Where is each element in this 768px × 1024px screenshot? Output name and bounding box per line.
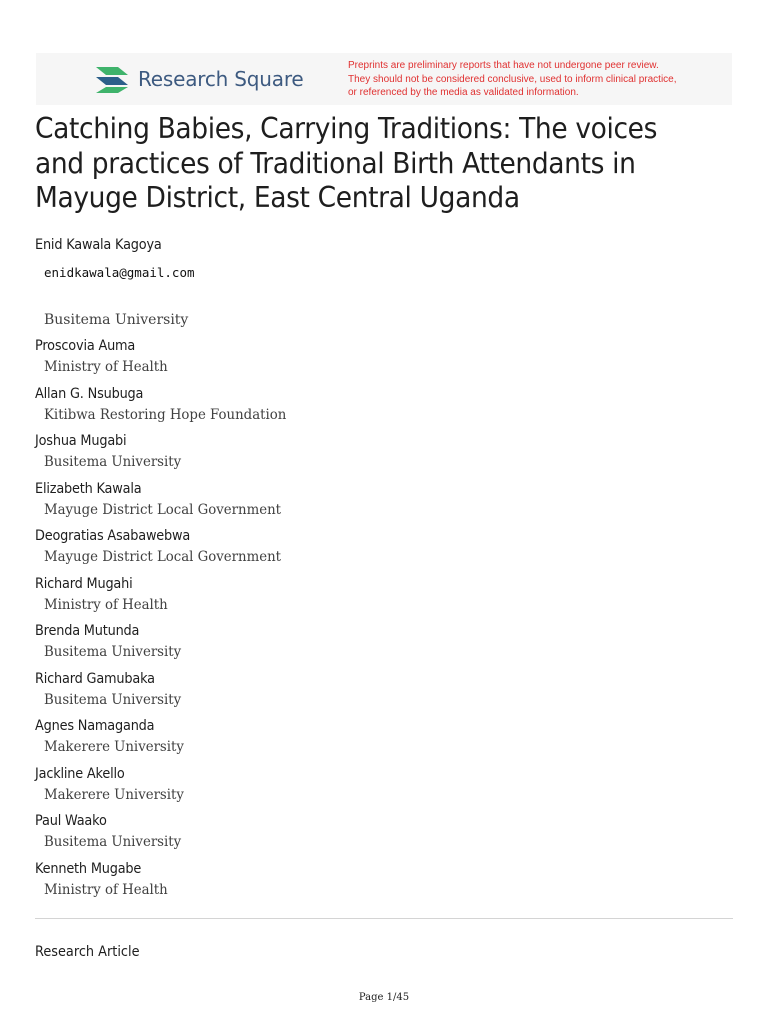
notice-line: Preprints are preliminary reports that have not undergone peer review. — [348, 60, 659, 71]
title-line: Catching Babies, Carrying Traditions: The voices — [35, 112, 658, 145]
author-name: Allan G. Nsubuga — [35, 385, 144, 402]
author-affiliation: Makerere University — [44, 786, 184, 803]
author-name: Paul Waako — [35, 813, 107, 829]
preprint-notice — [348, 59, 728, 100]
author-name: Jackline Akello — [35, 765, 125, 782]
article-type: Research Article — [35, 944, 140, 960]
author-affiliation: Ministry of Health — [44, 359, 168, 375]
title-line: and practices of Traditional Birth Attendants in — [35, 146, 636, 180]
author-affiliation: Busitema University — [44, 312, 189, 328]
author-affiliation: Mayuge District Local Government — [44, 549, 281, 565]
author-email-link[interactable]: enidkawala@gmail.com — [44, 265, 195, 280]
author-name: Richard Gamubaka — [35, 670, 155, 687]
research-square-logo[interactable] — [94, 65, 304, 93]
corresponding-author — [35, 237, 173, 253]
author-affiliation: Busitema University — [44, 644, 182, 660]
author-name: Proscovia Auma — [35, 338, 136, 354]
author-name: Richard Mugahi — [35, 575, 133, 592]
author-affiliation: Mayuge District Local Government — [44, 501, 281, 518]
author-name: Joshua Mugabi — [35, 433, 127, 449]
research-square-logo-icon — [94, 65, 130, 93]
author-affiliation: Busitema University — [44, 691, 182, 708]
author-name: Enid Kawala Kagoya — [35, 237, 162, 253]
author-name: Elizabeth Kawala — [35, 480, 142, 497]
author-affiliation: Kitibwa Restoring Hope Foundation — [44, 406, 287, 423]
author-affiliation: Busitema University — [44, 454, 182, 470]
author-affiliation: Ministry of Health — [44, 596, 168, 613]
paper-title — [35, 112, 677, 216]
brand-name: Research Square — [138, 67, 304, 91]
author-name: Deogratias Asabawebwa — [35, 528, 191, 544]
author-name: Brenda Mutunda — [35, 623, 140, 639]
author-affiliation: Ministry of Health — [44, 881, 168, 898]
author-name: Kenneth Mugabe — [35, 860, 142, 877]
author-name: Agnes Namaganda — [35, 718, 155, 734]
page-number: Page 1/45 — [358, 992, 410, 1003]
section-divider — [35, 918, 733, 919]
notice-line: They should not be considered conclusive, used to inform clinical practice, — [348, 73, 677, 85]
preprint-header — [36, 53, 732, 105]
notice-line: or referenced by the media as validated information. — [348, 87, 579, 98]
author-affiliation: Busitema University — [44, 834, 182, 850]
author-affiliation: Makerere University — [44, 739, 184, 755]
title-line: Mayuge District, East Central Uganda — [35, 181, 520, 214]
